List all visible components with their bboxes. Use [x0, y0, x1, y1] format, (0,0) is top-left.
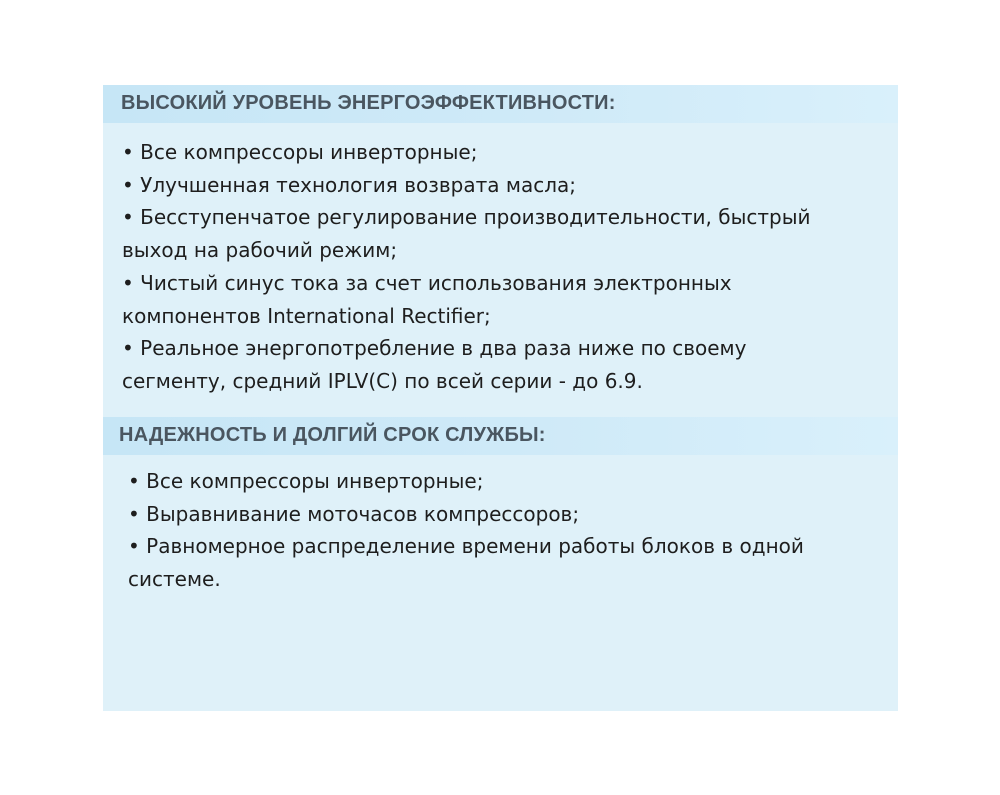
list-item: • Чистый синус тока за счет использования электронных компонентов International Rectifier;	[122, 270, 732, 328]
features-panel	[103, 85, 898, 711]
section-header-energy-efficiency	[103, 85, 898, 123]
section-title: ВЫСОКИЙ УРОВЕНЬ ЭНЕРГОЭФФЕКТИВНОСТИ:	[121, 92, 616, 114]
list-item: • Реальное энергопотребление в два раза ниже по своему сегменту, средний IPLV(C) по всей серии - до 6.9.	[122, 336, 747, 393]
reliability-list	[128, 465, 848, 596]
list-item: • Все компрессоры инверторные;	[122, 140, 478, 164]
list-item: • Все компрессоры инверторные;	[128, 469, 484, 493]
list-item: • Равномерное распределение времени работы блоков в одной системе.	[128, 534, 804, 592]
list-item: • Улучшенная технология возврата масла;	[122, 172, 576, 197]
list-item: • Выравнивание моточасов компрессоров;	[128, 501, 580, 526]
section-title: НАДЕЖНОСТЬ И ДОЛГИЙ СРОК СЛУЖБЫ:	[119, 424, 546, 446]
energy-efficiency-list	[122, 136, 842, 398]
section-header-reliability	[103, 417, 898, 455]
list-item: • Бесступенчатое регулирование производительности, быстрый выход на рабочий режим;	[122, 205, 811, 263]
